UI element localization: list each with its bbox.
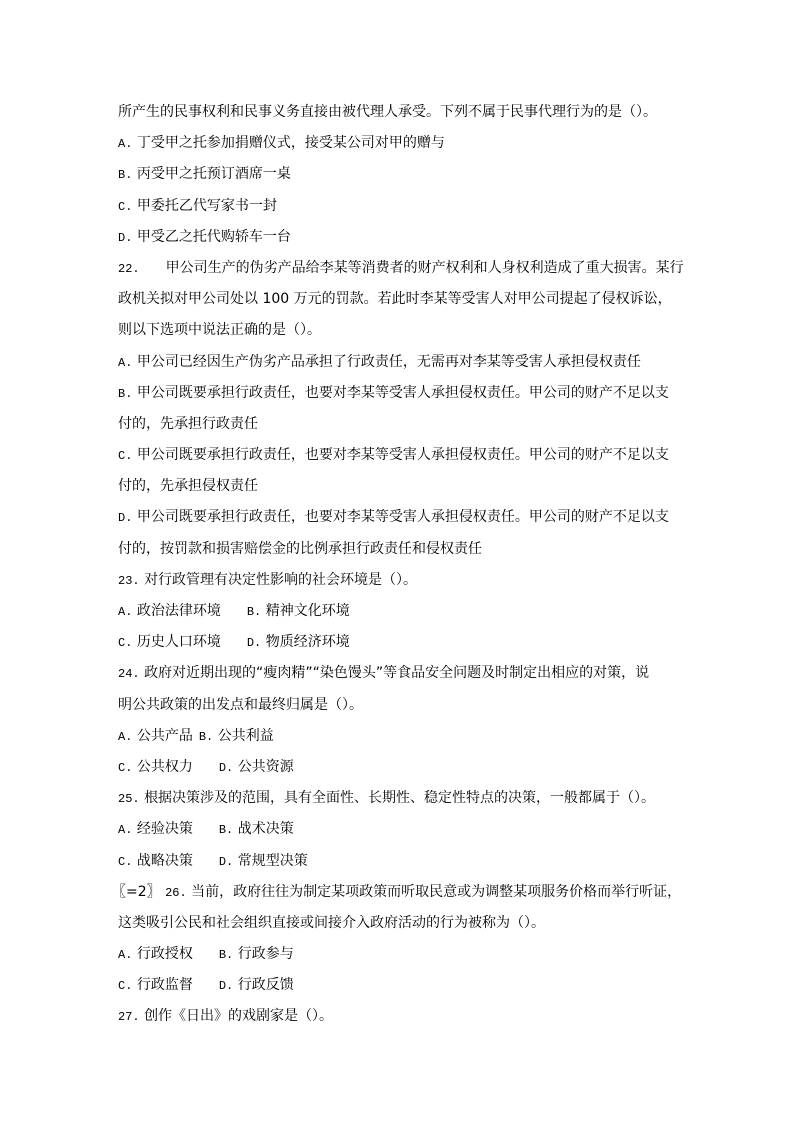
question-25 (118, 787, 678, 818)
question-text: 所产生的民事权利和民事义务直接由被代理人承受。下列不属于民事代理行为的是（）。 (118, 104, 657, 120)
option-label: A. (118, 605, 133, 619)
q22-option-c (118, 444, 678, 475)
option-text: 公共产品 (136, 727, 193, 744)
option-label: D. (118, 511, 133, 526)
q25-options-cd (118, 850, 678, 881)
option-text: 精神文化环境 (265, 603, 350, 619)
q21-option-c (118, 195, 678, 226)
option-text: 行政授权 (136, 946, 193, 963)
option-text: 甲委托乙代写家书一封 (136, 197, 277, 214)
question-22-line-1 (118, 257, 684, 288)
q22-option-b-cont (118, 413, 678, 444)
option-text: 甲公司既要承担行政责任，也要对李某等受害人承担侵权责任。甲公司的财产不足以支 (136, 447, 669, 464)
option-text: 丁受甲之托参加捐赠仪式，接受某公司对甲的赠与 (136, 135, 445, 152)
question-26-line-2 (118, 912, 678, 943)
option-text: 经验决策 (136, 821, 193, 838)
option-text: 物质经济环境 (265, 634, 350, 651)
option-text: 公共资源 (237, 758, 294, 775)
option-label: B. (246, 605, 262, 619)
option-label: A. (118, 355, 133, 370)
option-label: D. (218, 854, 234, 869)
option-text: 政治法律环境 (136, 603, 221, 619)
question-number: 22. (118, 261, 140, 276)
q26-options-cd (118, 974, 678, 1005)
q24-options-cd (118, 756, 678, 787)
option-text: 甲公司既要承担行政责任，也要对李某等受害人承担侵权责任。甲公司的财产不足以支 (136, 384, 669, 401)
option-text: 付的，按罚款和损害赔偿金的比例承担行政责任和侵权责任 (118, 540, 482, 557)
question-number: 26. (165, 885, 187, 900)
option-text: 常规型决策 (237, 852, 308, 869)
option-label: D. (218, 979, 234, 994)
question-23 (118, 569, 678, 600)
option-label: A. (118, 729, 133, 744)
option-text: 甲公司已经因生产伪劣产品承担了行政责任，无需再对李某等受害人承担侵权责任 (136, 353, 641, 370)
option-label: A. (118, 137, 133, 152)
q22-option-b (118, 382, 678, 413)
option-text: 公共权力 (136, 758, 193, 775)
question-number: 27. (118, 1010, 140, 1025)
option-text: 战略决策 (136, 852, 193, 869)
q25-options-ab (118, 818, 678, 849)
question-text: 明公共政策的出发点和最终归属是（）。 (118, 696, 363, 713)
question-text: 对行政管理有决定性影响的社会环境是（）。 (144, 571, 418, 588)
option-label: D. (246, 636, 262, 651)
option-label: A. (118, 948, 133, 963)
q24-options-ab (118, 725, 678, 756)
option-text: 付的，先承担侵权责任 (118, 478, 258, 495)
option-text: 战术决策 (237, 821, 294, 838)
option-label: B. (118, 386, 133, 401)
option-label: C. (118, 636, 133, 651)
question-number: 25. (118, 792, 140, 807)
option-label: C. (118, 199, 133, 214)
option-label: C. (118, 854, 133, 869)
question-text: 这类吸引公民和社会组织直接或间接介入政府活动的行为被称为（）。 (118, 914, 545, 931)
question-text: 政府对近期出现的“瘦肉精”“染色馒头”等食品安全问题及时制定出相应的对策，说 (144, 665, 650, 682)
question-22-line-3 (118, 319, 678, 350)
option-text: 历史人口环境 (136, 634, 221, 651)
option-label: D. (218, 760, 234, 775)
question-24-line-1 (118, 662, 678, 693)
question-24-line-2 (118, 694, 678, 725)
document-page (112, 101, 684, 1037)
question-text: 当前，政府往往为制定某项政策而听取民意或为调整某项服务价格而举行听证， (191, 883, 682, 900)
option-text: 行政参与 (237, 946, 294, 963)
option-text: 甲公司既要承担行政责任，也要对李某等受害人承担侵权责任。甲公司的财产不足以支 (136, 509, 669, 526)
question-22-line-2 (118, 288, 678, 319)
option-label: C. (118, 760, 133, 775)
question-text: 甲公司生产的伪劣产品给李某等消费者的财产权利和人身权利造成了重大损害。某行 (165, 259, 684, 276)
option-label: D. (118, 230, 133, 245)
option-label: C. (118, 449, 133, 464)
q22-option-a (118, 351, 678, 382)
question-number: 23. (118, 573, 140, 588)
q26-options-ab (118, 943, 678, 974)
option-text: 甲受乙之托代购轿车一台 (136, 228, 291, 245)
question-text: 创作《日出》的戏剧家是（）。 (144, 1008, 334, 1025)
option-text: 丙受甲之托预订酒席一桌 (136, 166, 291, 183)
q23-options-ab (118, 600, 678, 631)
option-label: B. (198, 729, 214, 744)
q21-option-d (118, 226, 678, 257)
q22-option-c-cont (118, 475, 678, 506)
option-label: C. (118, 979, 133, 994)
option-label: A. (118, 823, 133, 838)
q22-option-d-cont (118, 538, 678, 569)
question-26-line-1 (112, 881, 682, 912)
question-27 (118, 1005, 678, 1036)
question-text: 则以下选项中说法正确的是（）。 (118, 322, 321, 339)
q21-option-b (118, 163, 678, 194)
option-text: 公共利益 (217, 727, 274, 744)
option-label: B. (218, 823, 234, 838)
q23-options-cd (118, 631, 678, 662)
option-text: 行政监督 (136, 977, 193, 994)
question-21-tail (118, 101, 678, 132)
question-text: 政机关拟对甲公司处以 100 万元的罚款。若此时李某等受害人对甲公司提起了侵权诉讼， (118, 291, 672, 308)
question-number: 24. (118, 667, 140, 682)
question-prefix: 〖=2〗 (112, 883, 161, 900)
option-label: B. (118, 168, 133, 183)
q21-option-a (118, 132, 678, 163)
option-label: B. (218, 948, 234, 963)
option-text: 行政反馈 (237, 977, 294, 994)
option-text: 付的，先承担行政责任 (118, 415, 258, 432)
q22-option-d (118, 506, 678, 537)
question-text: 根据决策涉及的范围，具有全面性、长期性、稳定性特点的决策，一般都属于（）。 (144, 790, 656, 807)
